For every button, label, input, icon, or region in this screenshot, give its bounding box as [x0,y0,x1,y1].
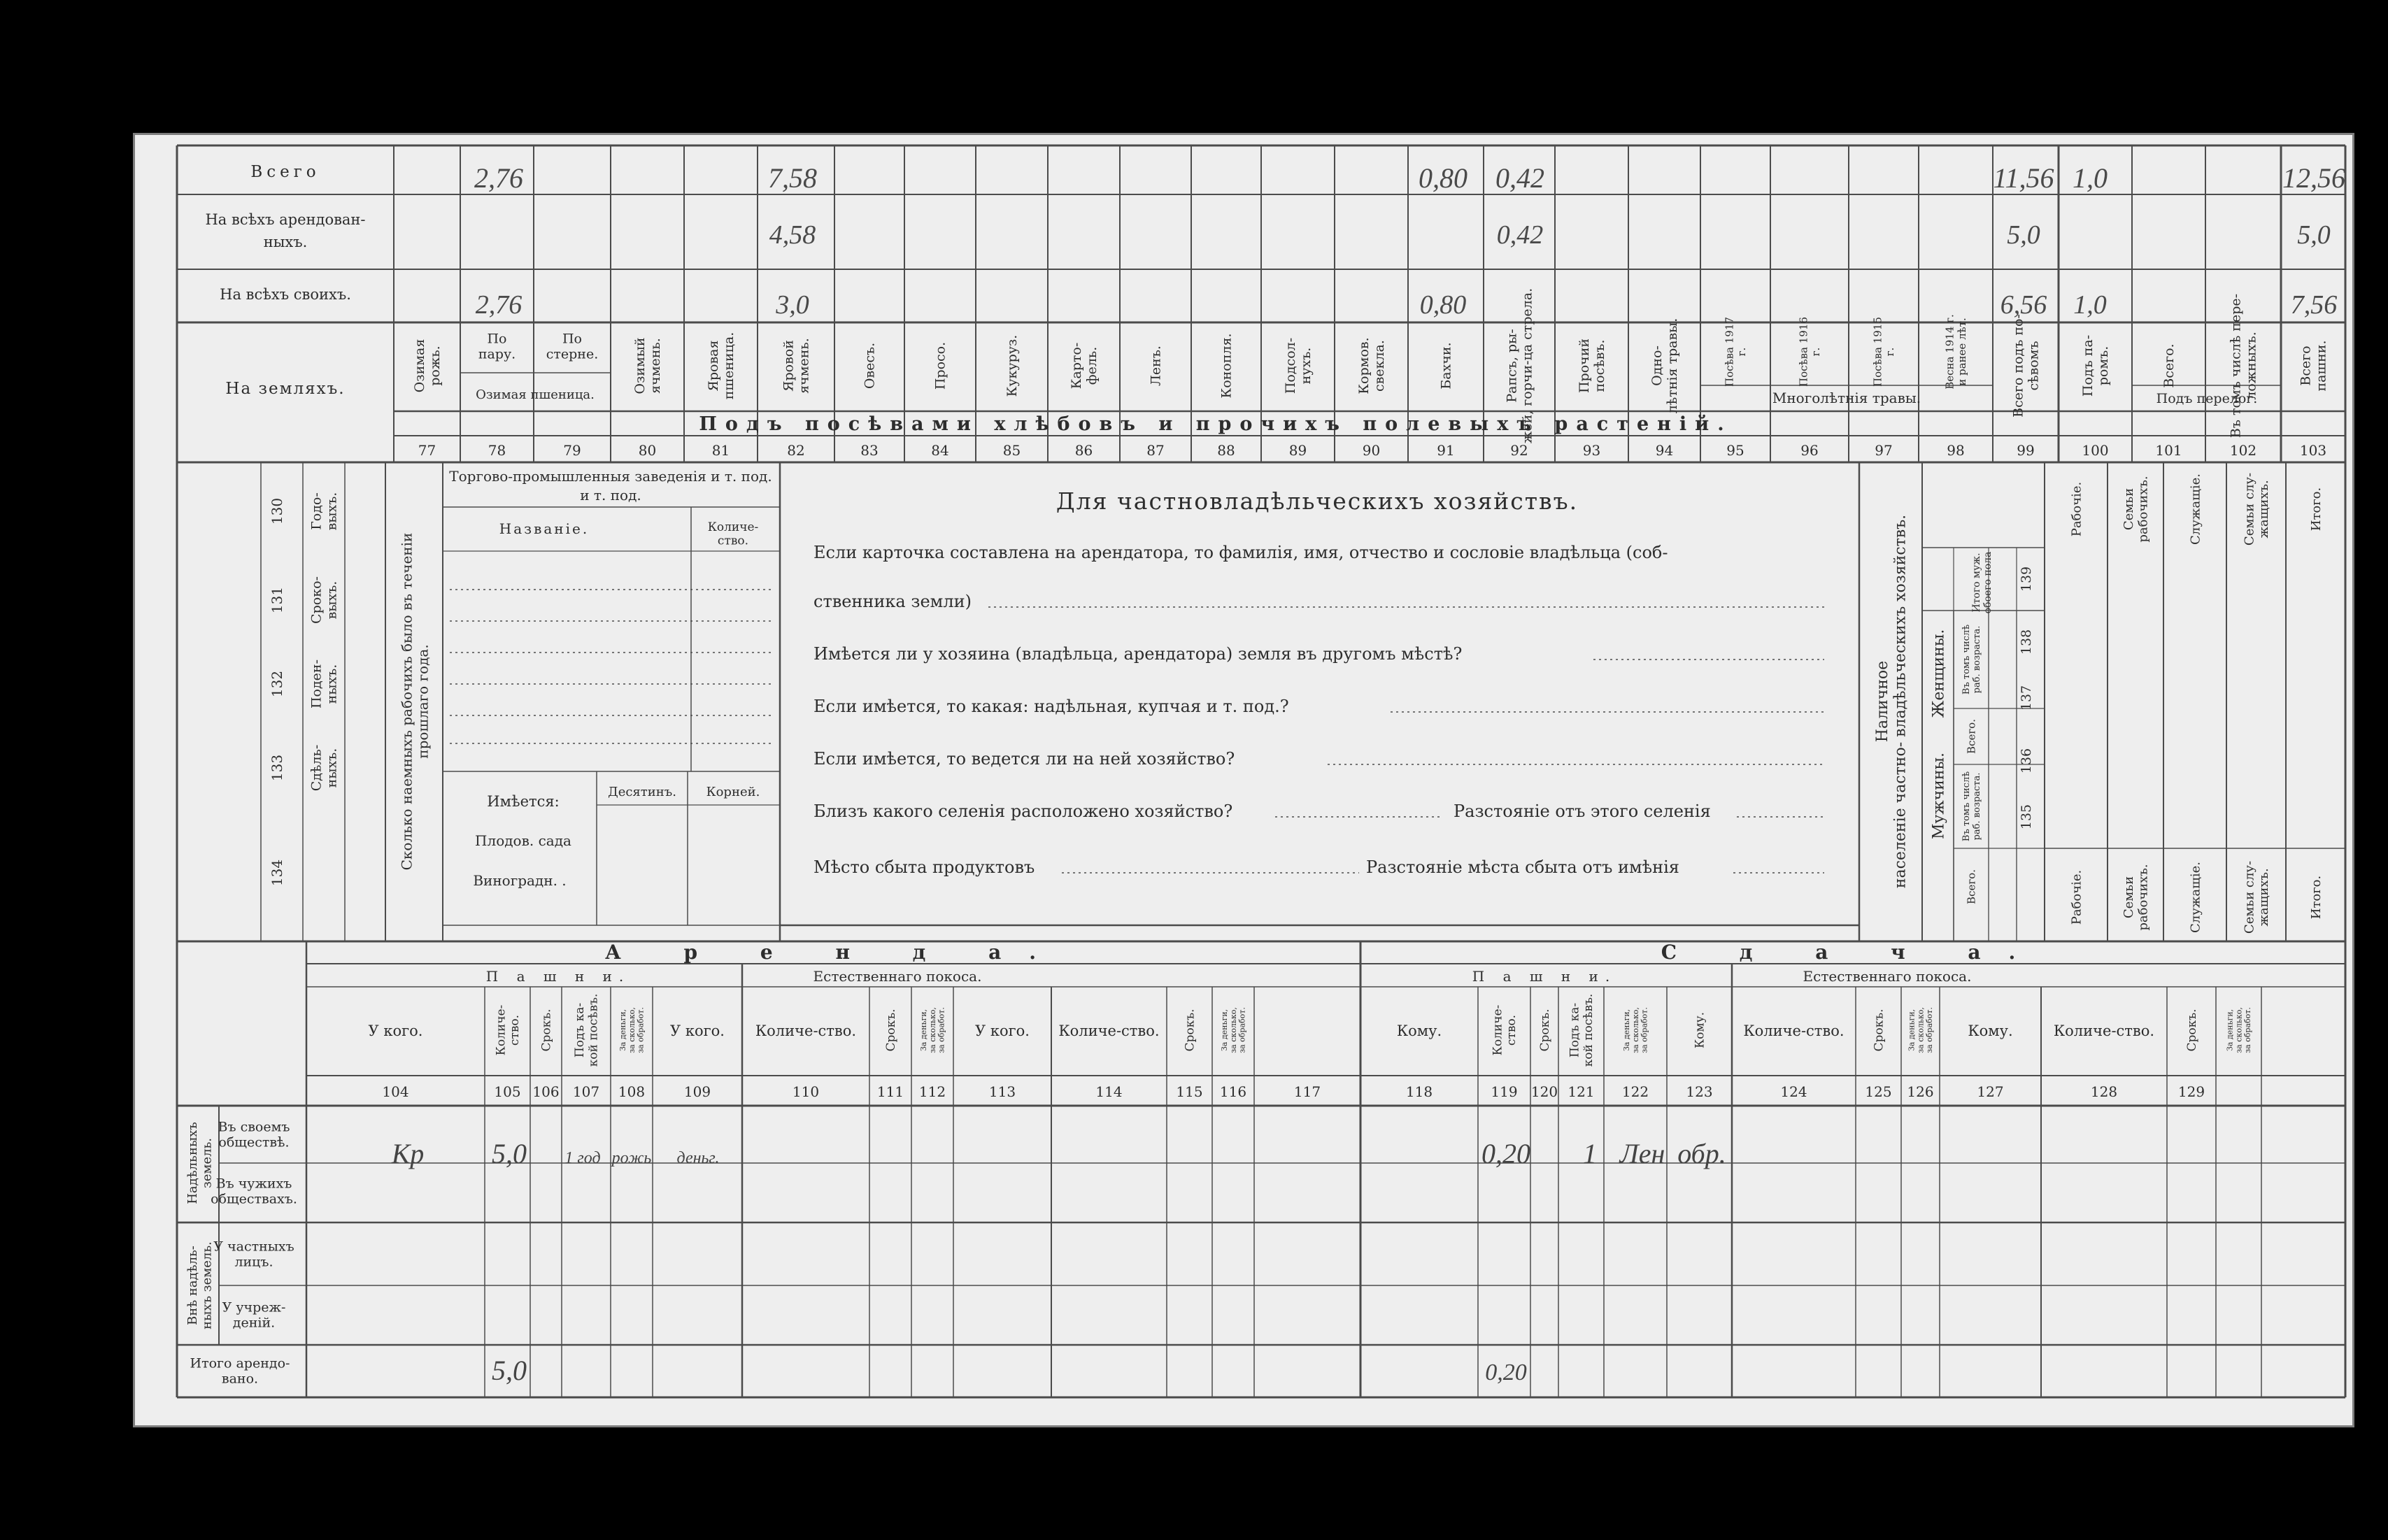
handwritten-value: 1,0 [2073,290,2107,320]
census-card [133,133,2354,1427]
col-number: 122 [1621,1083,1649,1100]
men-label: Мужчины. [1930,752,1948,840]
sub-header: За деньги, [2225,1008,2235,1052]
row-label-rented-cont: ныхъ. [263,234,308,250]
right-col-label: жащихъ. [2256,480,2272,539]
col-number: 106 [532,1083,560,1100]
column-label: пшеница. [721,331,737,400]
sub-header: за сколько, [2234,1007,2244,1053]
column-label: Прочий [1577,338,1593,394]
col-number: 123 [1686,1083,1713,1100]
column-number: 97 [1875,442,1893,459]
hired-title: Сколько наемныхъ рабочихъ было въ теченіи [398,532,415,871]
private-line: Если карточка составлена на арендатора, то фамилія, имя, отчество и сословіе владѣльца (соб- [813,543,1668,562]
column-number: 102 [2229,442,2257,459]
sub-header: Срокъ. [1537,1008,1552,1052]
right-col-label: Рабочіе. [2069,869,2084,925]
column-number: 80 [638,442,657,459]
col-number: 114 [1095,1083,1123,1100]
column-label: Кормов. [1356,337,1372,394]
private-title: Для частновладѣльческихъ хозяйствъ. [1056,487,1579,515]
sub-header: ство. [1505,1014,1519,1046]
handwritten-value: 2,76 [475,290,523,320]
right-col-label: Семьи слу- [2242,472,2257,546]
column-label: жей, горчи-ца стрела. [1519,287,1535,444]
hired-col-label: выхъ. [324,492,340,531]
sub-header: за сколько, [1228,1007,1238,1053]
col-number: 107 [572,1083,600,1100]
women-label: Женщины. [1930,629,1948,718]
column-number: 99 [2017,442,2035,459]
col-number: 112 [918,1083,946,1100]
row-label: обществѣ. [218,1134,290,1150]
right-col-label: Семьи [2121,487,2136,531]
hired-col-label: ныхъ. [324,664,340,704]
sub-header: Срокъ. [2184,1008,2199,1052]
column-number: 90 [1362,442,1381,459]
column-label: и ранее лѣт. [1955,318,1968,386]
handwritten-value: 0,42 [1496,220,1544,250]
col-number: 129 [2177,1083,2205,1100]
column-number: 77 [418,442,436,459]
handwritten-value: 1 год [564,1149,601,1167]
total-label: Итого арендо- [190,1355,290,1371]
pop-sub-label: раб. возраста. [1972,772,1983,841]
sub-header: кой посѣвъ. [586,993,601,1067]
handwritten-value: 5,0 [2007,220,2040,250]
right-col-label: Служащіе. [2188,862,2203,933]
handwritten-value: 0,80 [1419,290,1467,320]
row-label-own: На всѣхъ своихъ. [220,286,351,303]
sub-header: Кому. [1693,1011,1707,1049]
pop-sub-label: Въ томъ числѣ [1961,771,1973,842]
column-label: г. [1735,347,1748,357]
column-label: фель. [1084,346,1100,385]
column-label: пару. [478,346,516,362]
hired-col-label: Годо- [308,492,325,530]
sub-header: за сколько, [1916,1007,1926,1053]
population-title: Наличное [1874,660,1892,743]
column-label: стерне. [546,346,599,362]
column-number: 78 [488,442,506,459]
hired-col-label: ныхъ. [324,748,340,788]
trade-title-cont: и т. под. [580,487,641,504]
col-number: 128 [2090,1083,2118,1100]
column-label: ячмень. [648,338,664,394]
handwritten-value: обр. [1677,1138,1726,1169]
pashni-header: П а ш н и. [485,968,631,985]
total-label: вано. [221,1371,259,1387]
hired-col-label: Сроко- [308,576,325,624]
sub-header: Срокъ. [539,1008,554,1052]
sub-header: Подъ ка- [1568,1002,1582,1058]
column-label: Всего [2298,345,2314,386]
right-col-label: Семьи [2121,876,2136,919]
handwritten-value: 1,0 [2073,162,2108,194]
column-label: Конопля. [1218,333,1235,399]
column-label: По [487,331,507,347]
column-number: 83 [860,442,879,459]
column-label: Бахчи. [1438,342,1454,390]
sub-header: за обработ. [1925,1007,1934,1053]
right-col-label: Итого. [2308,487,2324,532]
sub-header: за обработ. [937,1007,946,1053]
column-label: Посѣва 1917 [1723,317,1736,387]
private-line: Мѣсто сбыта продуктовъ [813,857,1035,877]
column-label: г. [1809,347,1822,357]
private-line: Разстояніе отъ этого селенія [1454,801,1711,821]
column-number: 91 [1437,442,1455,459]
column-label: лѣтнія травы. [1665,318,1681,414]
sub-header: Кому. [1396,1022,1442,1039]
hired-col-label: Поден- [308,659,325,709]
handwritten-value: 5,0 [2297,220,2331,250]
vineyard-label: Виноградн. . [473,872,567,889]
column-number: 81 [711,442,730,459]
private-line: Если имѣется, то ведется ли на ней хозяйство? [813,749,1235,769]
hired-col-label: Сдѣль- [308,744,325,792]
col-number: 124 [1780,1083,1807,1100]
column-number: 103 [2299,442,2327,459]
hired-col-label: выхъ. [324,580,340,620]
sub-header: Количе- [494,1004,509,1056]
column-number: 87 [1146,442,1165,459]
column-label: Озимый [632,337,648,394]
trade-title: Торгово-промышленныя заведенія и т. под. [449,468,772,485]
col-number: 110 [792,1083,820,1100]
handwritten-value: 2,76 [474,162,523,194]
column-label: рожь. [427,345,443,386]
col-number: 120 [1530,1083,1558,1100]
col-number: 113 [988,1083,1016,1100]
col-number: 127 [1977,1083,2004,1100]
arenda-header: А р е н д а. [605,941,1064,964]
hired-col-number: 130 [269,497,285,525]
column-number: 89 [1288,442,1307,459]
sub-header: Количе- [1491,1004,1505,1056]
pop-number: 138 [2019,629,2034,655]
column-label: Яровая [706,340,722,392]
sub-header: Количе-ство. [2053,1022,2155,1039]
column-number: 79 [563,442,581,459]
column-label: Всего подъ по- [2010,314,2026,418]
trade-name-header: Названіе. [499,520,590,537]
right-col-label: рабочихъ. [2135,476,2151,543]
column-label: Весна 1914 г. [1943,314,1956,390]
handwritten-value: 5,0 [492,1138,527,1169]
sowing-banner: Подъ посѣвами хлѣбовъ и прочихъ полевыхъ растеній. [699,413,1733,435]
handwritten-value: рожь [611,1149,652,1167]
handwritten-value: 6,56 [2000,290,2047,320]
col-number: 104 [382,1083,409,1100]
trade-qty-header: Количе- [707,520,759,535]
trade-qty-header: ство. [717,534,749,548]
pop-sub-label: Всего. [1965,869,1978,904]
sub-header: Срокъ. [883,1008,898,1052]
col-number: 115 [1176,1083,1203,1100]
imeetsya-label: Имѣется: [487,793,560,810]
row-label: Въ чужихъ [215,1176,292,1192]
perelog-label: Подъ перелог. [2156,391,2258,406]
handwritten-value: 11,56 [1993,162,2054,194]
private-line: ственника земли) [813,592,972,611]
column-label: Просо. [932,341,948,390]
sub-header: за обработ. [1237,1007,1247,1053]
column-label: Кукуруз. [1004,334,1021,397]
column-label: Рапсъ, ры- [1504,329,1520,403]
column-number: 94 [1655,442,1674,459]
hired-title: прошлаго года. [414,644,432,759]
sub-header: Срокъ. [1872,1008,1886,1052]
column-number: 85 [1002,442,1021,459]
column-label: ложныхъ. [2243,331,2259,400]
column-label: ячмень. [796,338,812,394]
col-number: 117 [1293,1083,1321,1100]
column-label: нухъ. [1298,347,1314,385]
sub-header: кой посѣвъ. [1582,993,1596,1067]
sub-header: Количе-ство. [1058,1022,1160,1039]
column-label: Ленъ. [1148,345,1164,386]
right-col-label: Рабочіе. [2069,481,2084,537]
sub-header: за обработ. [2243,1007,2252,1053]
sub-header: За деньги, [1622,1008,1632,1052]
row-label: Въ своемъ [218,1119,290,1135]
column-number: 92 [1510,442,1528,459]
column-label: Подъ па- [2080,334,2096,397]
group-vne-label: ныхъ земель. [199,1241,215,1329]
hired-col-number: 133 [269,754,285,782]
group-vne-label: Внѣ надѣль- [185,1246,200,1325]
column-number: 93 [1582,442,1601,459]
sub-header: ство. [508,1014,523,1046]
sub-header: Срокъ. [1183,1008,1197,1052]
column-label: ромъ. [2096,345,2112,386]
column-number: 96 [1800,442,1819,459]
row-label: деній. [232,1315,276,1331]
col-number: 105 [494,1083,521,1100]
pop-number: 135 [2019,804,2034,830]
row-label-rented: На всѣхъ арендован- [205,211,366,228]
pop-number: 136 [2019,748,2034,774]
column-label: Посѣва 1915 [1871,317,1884,387]
pop-total-label: Итого муж. [1970,552,1982,613]
handwritten-value: 7,58 [768,162,817,194]
pokos-header: Естественнаго покоса. [1803,968,1972,985]
column-number: 101 [2155,442,2182,459]
column-label: Карто- [1069,342,1085,390]
sub-header: У кого. [975,1022,1030,1039]
column-label: Озимая [412,338,428,393]
handwritten-value: 5,0 [492,1355,527,1386]
right-col-label: рабочихъ. [2135,864,2151,931]
column-label: Посѣва 1916 [1797,317,1810,387]
column-number: 100 [2082,442,2109,459]
col-number: 121 [1568,1083,1595,1100]
handwritten-value: 0,20 [1485,1360,1527,1385]
handwritten-value: 3,0 [776,290,809,320]
pokos-header: Естественнаго покоса. [813,968,982,985]
sub-header: Количе-ство. [1743,1022,1845,1039]
pashni-header: П а ш н и. [1472,968,1617,985]
col-number: 111 [876,1083,904,1100]
pop-total-label: обоего пола [1982,551,1993,614]
column-label: Подсол- [1283,337,1299,394]
column-label: г. [1883,347,1896,357]
column-label: По [562,331,583,347]
sub-header: Количе-ство. [755,1022,857,1039]
row-label: обществахъ. [211,1191,297,1207]
group-nadel-label: земель. [199,1137,215,1189]
pop-number: 139 [2019,566,2034,592]
private-line: Разстояніе мѣста сбыта отъ имѣнія [1366,857,1679,877]
column-label: Овесъ. [862,342,878,390]
right-col-label: Итого. [2308,875,2324,920]
col-number: 119 [1491,1083,1518,1100]
col-number: 108 [618,1083,646,1100]
group-nadel-label: Надѣльныхъ [185,1122,200,1204]
sub-header: за сколько, [928,1007,937,1053]
hired-col-number: 134 [269,859,285,887]
handwritten-value: Кр [391,1138,425,1169]
col-number: 109 [683,1083,711,1100]
orchard-label: Плодов. сада [475,832,571,849]
sub-header: за обработ. [636,1007,646,1053]
sdacha-header: С д а ч а. [1661,941,2044,964]
column-number: 98 [1947,442,1965,459]
handwritten-value: 0,42 [1495,162,1544,194]
col-number: 116 [1219,1083,1247,1100]
private-line: Имѣется ли у хозяина (владѣльца, арендатора) земля въ другомъ мѣстѣ? [813,644,1463,664]
col-number: 125 [1865,1083,1892,1100]
row-label: У частныхъ [213,1239,294,1255]
sub-header: За деньги, [1220,1008,1230,1052]
column-number: 86 [1074,442,1093,459]
column-label: Всего. [2161,343,2177,388]
col-number: 118 [1405,1083,1433,1100]
handwritten-value: деньг. [676,1149,720,1167]
handwritten-value: 12,56 [2282,162,2345,194]
sub-header: за обработ. [1640,1007,1649,1053]
column-number: 88 [1217,442,1235,459]
handwritten-value: 0,20 [1481,1138,1530,1169]
sub-header: У кого. [368,1022,423,1039]
ozimaya-label: Озимая пшеница. [476,387,595,402]
row-label: У учреж- [222,1299,286,1316]
land-label: На земляхъ. [225,380,346,398]
right-col-label: Семьи слу- [2242,860,2257,934]
pop-sub-label: Всего. [1965,719,1978,754]
column-number: 84 [931,442,949,459]
sub-header: за сколько, [627,1007,637,1053]
population-title: населеніе частно- владѣльческихъ хозяйствъ. [1891,514,1910,889]
column-number: 95 [1726,442,1744,459]
sub-header: за сколько, [1630,1007,1640,1053]
row-label-total: Всего [250,163,320,181]
row-label: лицъ. [234,1254,273,1270]
sub-header: Подъ ка- [573,1002,588,1058]
handwritten-value: 4,58 [769,220,816,250]
hired-col-number: 132 [269,670,285,698]
mnogolet-label: Многолѣтнія травы. [1772,390,1921,406]
handwritten-value: 0,80 [1419,162,1467,194]
handwritten-value: Лен [1619,1138,1665,1169]
column-label: Одно- [1649,345,1665,386]
pop-sub-label: Въ томъ числѣ [1961,624,1973,695]
right-col-label: Служащіе. [2188,473,2203,545]
column-label: свекла. [1372,340,1388,392]
sub-header: За деньги, [1907,1008,1917,1052]
handwritten-value: 7,56 [2290,290,2338,320]
pop-number: 137 [2019,685,2034,711]
column-label: сѣвомъ [2026,341,2042,391]
pop-sub-label: раб. возраста. [1972,625,1983,694]
korney-header: Корней. [706,785,760,799]
sub-header: У кого. [670,1022,725,1039]
sub-header: Кому. [1968,1022,2013,1039]
column-label: посѣвъ. [1592,339,1608,392]
col-number: 126 [1907,1083,1934,1100]
hired-col-number: 131 [269,586,285,614]
desyatin-header: Десятинъ. [608,785,676,799]
census-form-sheet [135,135,2352,1425]
column-label: Въ томъ числѣ пере- [2228,293,2244,439]
private-line: Близъ какого селенія расположено хозяйство? [813,801,1233,821]
sub-header: За деньги, [618,1008,628,1052]
right-col-label: жащихъ. [2256,868,2272,927]
column-label: Яровой [781,340,797,392]
column-label: пашни. [2313,340,2329,392]
sub-header: За деньги, [919,1008,929,1052]
handwritten-value: 1 [1583,1138,1597,1169]
column-number: 82 [787,442,805,459]
private-line: Если имѣется, то какая: надѣльная, купчая и т. под.? [813,697,1289,716]
